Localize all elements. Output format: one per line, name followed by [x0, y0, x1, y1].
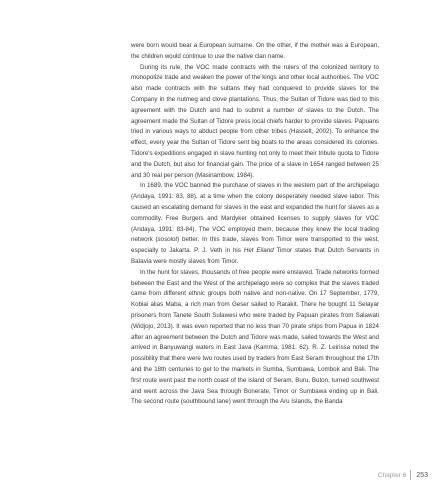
chapter-label: Chapter 6	[377, 471, 407, 479]
paragraph	[131, 41, 379, 63]
text-run: Timor states that Dutch Servants in Batavia were mostly slaves from Timor.	[131, 247, 379, 265]
text-run: In 1689, the VOC banned the purchase of slaves in the western part of the archipelago (Andaya, 1991: 83, 88), at a time when the colony desperately needed slave labor. This caused an escalating demand for slaves in the east and expanded the hunt for slaves as a commodity. Free Burgers and Mardyker obtained licenses to supply slaves for VOC (Andaya, 1991: 83-84). The VOC employed them, because they knew the local trading network (	[131, 182, 379, 244]
italic-term: sosolot	[157, 236, 178, 244]
text-run: During its rule, the VOC made contracts with the rulers of the colonized territory to monopolize trade and weaken the power of the kings and other local authorities. The VOC also made contracts with the sultans they had conquered to provide slaves for the Company in the nutmeg and clove plantations. Thus, the Sultan of Tidore was tied to this agreement with the Dutch and had to submit a number of slaves to the Dutch. The agreement made the Sultan of Tidore press local chiefs harder to provide slaves. Papuans tried in various ways to abduct people from other tribes (Hasselt, 2002). To enhance the effect, every year the Sultan of Tidore sent big boats to the areas considered its colonies. Tidore's expeditions engaged in slave hunting not only to meet their tribute quota to Tidore and the Dutch, but also for financial gain. The price of a slave in 1654 ranged between 25 and 30 real per person (Masinambow, 1984).	[131, 63, 379, 179]
text-run: In the hunt for slaves, thousands of free people were enslaved. Trade networks formed between the East and the West of the archipelago were so complex that the slaves traded came from different ethnic groups both native and non-native. On 17 September, 1779, Kobiai alias Maba, a rich man from Geser sailed to Rarakit. There he bought 11 Selayar prisoners from Tanete South Sulawesi who were traded by Papuan pirates from Salawati (Widjojo, 2013). It was even reported that no less than 70 pirate ships from Papua in 1824 after an agreement between the Dutch and Tidore was made, sailed towards the West and arrived in Banyuwangi waters in East Java (Kamma, 1981: 62). R. Z. Leirissa noted the possibility that there were two routes used by traders from East Seram throughout the 17th and the 18th centuries to get to the markets in Sumba, Sumbawa, Lombok and Bali. The first route went past the north coast of the island of Seram, Buru, Buton, turned southwest and went across the Java Sea through Bonerate, Timor or Sumbawa ending up in Bali. The second route (southbound lane) went through the Aru Islands, the Banda	[131, 268, 379, 406]
page-number: 253	[416, 471, 428, 479]
paragraph	[131, 268, 379, 408]
paragraph	[131, 181, 379, 267]
paragraph	[131, 63, 379, 182]
text-run: were born would bear a European surname. On the other, if the mother was a European, the children would continue to use the native clan name.	[131, 42, 379, 60]
text-run: ) better. In this trade, slaves from Timor were transported to the west, especially to Jakarta. P. J. Veth in his	[131, 236, 380, 255]
page-footer	[378, 470, 428, 480]
italic-term: Het Eiland	[243, 247, 274, 255]
footer-divider	[410, 470, 411, 480]
body-text	[131, 41, 379, 408]
